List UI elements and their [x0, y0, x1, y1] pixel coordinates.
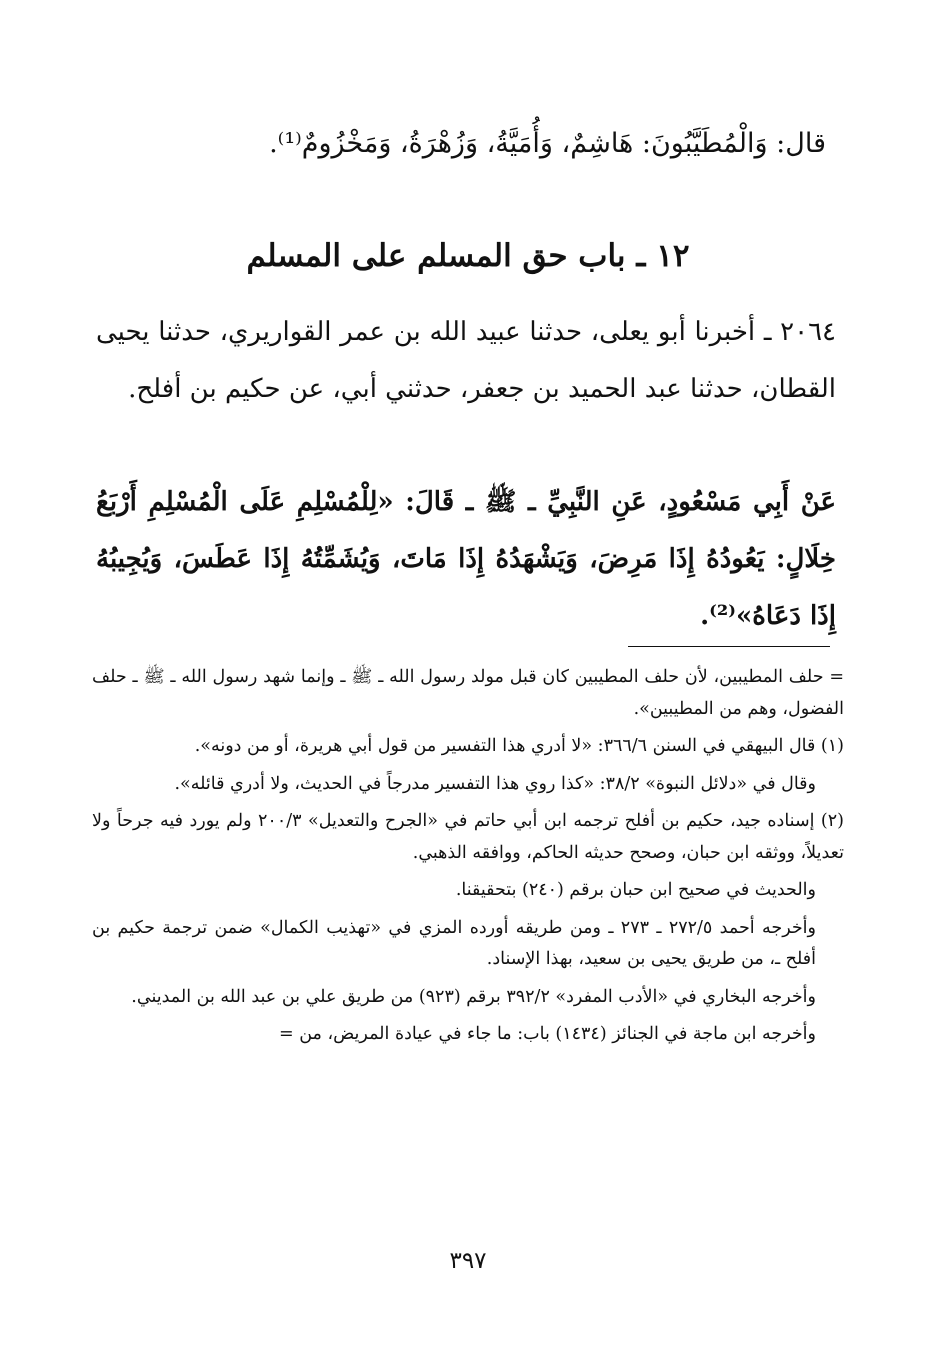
hadith-text: عَنْ أَبِي مَسْعُودٍ، عَنِ النَّبِيِّ ـ ﷺ ـ قَالَ: «لِلْمُسْلِمِ عَلَى الْمُسْلِمِ أَرْبَعُ خِلَالٍ: يَعُودُهُ إِذَا مَرِضَ، وَيَشْهَدُهُ إِذَا مَاتَ، وَيُشَمِّتُهُ إِذَا عَطَسَ، وَيُجِيبُهُ إِذَا دَعَاهُ»⁽²⁾.: [96, 487, 836, 631]
footnote-2-paragraph: والحديث في صحيح ابن حبان برقم (٢٤٠) بتحقيقنا.: [455, 880, 816, 900]
footnote-continuation: = حلف المطيبين، لأن حلف المطيبين كان قبل مولد رسول الله ـ ﷺ ـ وإنما شهد رسول الله ـ ﷺ ـ حلف الفضول، وهم من المطيبين».: [92, 667, 844, 719]
hadith-chain-of-narration: ٢٠٦٤ ـ أخبرنا أبو يعلى، حدثنا عبيد الله بن عمر القواريري، حدثنا يحيى القطان، حدثنا عبد الحميد بن جعفر، حدثني أبي، عن حكيم بن أفلح.: [96, 317, 836, 404]
footnotes: [92, 662, 844, 1057]
footnote-separator: [628, 646, 830, 647]
chapter-heading: ١٢ ـ باب حق المسلم على المسلم: [246, 238, 690, 274]
footnote-1: (١) قال البيهقي في السنن ٣٦٦/٦: «لا أدري هذا التفسير من قول أبي هريرة، أو من دونه».: [194, 736, 844, 756]
footnote-1-paragraph: وقال في «دلائل النبوة» ٣٨/٢: «كذا روي هذا التفسير مدرجاً في الحديث، ولا أدري قائله».: [174, 773, 816, 794]
footnote-2-paragraph: وأخرجه البخاري في «الأدب المفرد» ٣٩٢/٢ برقم (٩٢٣) من طريق علي بن عبد الله بن المديني.: [131, 986, 816, 1007]
footnote-2-paragraph: وأخرجه ابن ماجة في الجنائز (١٤٣٤) باب: ما جاء في عيادة المريض، من =: [278, 1024, 816, 1044]
page-number: ٣٩٧: [449, 1248, 487, 1274]
footnote-2-paragraph: وأخرجه أحمد ٢٧٢/٥ ـ ٢٧٣ ـ ومن طريقه أورده المزي في «تهذيب الكمال» ضمن ترجمة حكيم بن أفلح ـ، من طريق يحيى بن سعيد، بهذا الإسناد.: [92, 917, 816, 969]
continued-text-line: قال: وَالْمُطَيَّبُونَ: هَاشِمٌ، وَأُمَيَّةُ، وَزُهْرَةُ، وَمَخْزُومٌ⁽¹⁾.: [269, 128, 826, 159]
footnote-2: (٢) إسناده جيد، حكيم بن أفلح ترجمه ابن أبي حاتم في «الجرح والتعديل» ٢٠٠/٣ ولم يورد فيه جرحاً ولا تعديلاً، ووثقه ابن حبان، وصحح حديثه الحاكم، ووافقه الذهبي.: [92, 811, 844, 863]
